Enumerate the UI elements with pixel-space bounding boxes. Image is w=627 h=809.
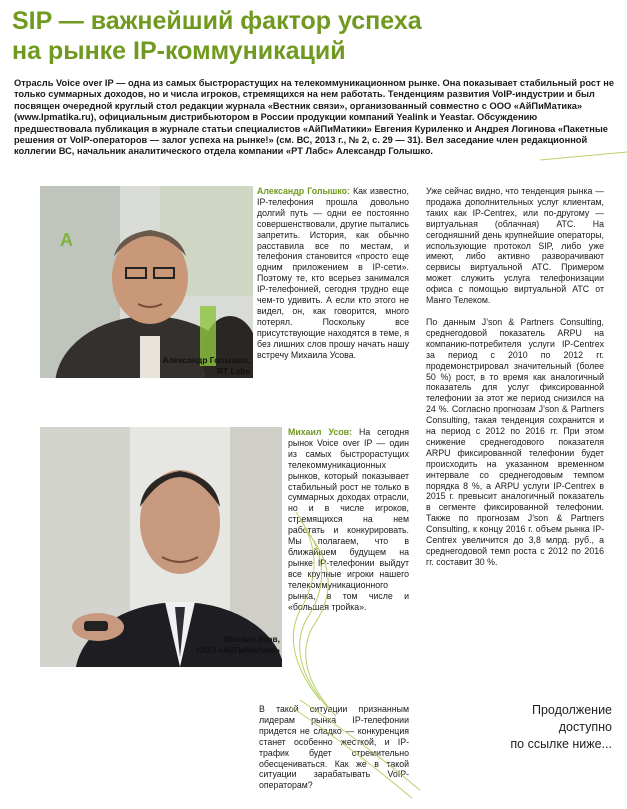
photo-speaker-1-image: [40, 186, 253, 378]
article-title-line1: SIP — важнейший фактор успеха: [12, 7, 422, 35]
col1-block1-paragraph: [257, 186, 409, 361]
col1-block1: [257, 186, 409, 361]
article-lead: Отрасль Voice over IP — одна из самых быстрорастущих на телекоммуникационном рынке. Она показывает стабильный рост не только суммарных доходов, но и числа игроков, стремящихся на нем работать. Тенденциям развития VoIP-индустрии и был посвящен очередной круглый стол редакции журнала «Вестник связи», организованный совместно с ООО «АйПиМатика» (www.Ipmatika.ru), официальным дистрибьютором в России продукции компаний Yealink и Yeastar. Обсуждению предшествовала публикация в журнале статьи специалистов «АйПиМатики» Евгения Куриленко и Андрея Логинова «Пакетные решения от VoIP-операторов — залог успеха на рынке!» (см. ВС, 2013 г., № 2, с. 29 — 31). Вел заседание член редакционной коллегии ВС, начальник аналитического отдела компании «РТ Лабс» Александр Голышко.: [14, 78, 614, 157]
photo-speaker-2: [40, 427, 282, 667]
col2-paragraph-2: По данным J’son & Partners Consulting, среднегодовой показатель ARPU на компанию-потребителя услуги IP-Centrex за период с 2010 по 2012 гг. продемонстрировал значительный (более 50 %) рост, в то время как аналогичный показатель для услуг фиксированной телефонии за этот же период снизился на 24 %. Согласно прогнозам J’son & Partners Consulting, такая тенденция сохранится и на период с 2012 по 2016 гг. При этом снижение среднегодового показателя ARPU фиксированной телефонии будет происходить на указанном временном интервале со среднегодовым темпом порядка 8 %, а ARPU услуги IP-Centrex в 2015 г. превысит аналогичный показатель в сегменте фиксированной телефонии. Также по прогнозам J’son & Partners Consulting, к концу 2016 г. объем рынка IP-Centrex увеличится до 3,8 млрд. руб., а среднегодовой темп роста с 2012 по 2016 гг. составит 30 %.: [426, 316, 604, 567]
col1-block3-paragraph: В такой ситуации признанным лидерам рынка IP-телефонии придется не сладко — конкуренция станет особенно жесткой, и IP-трафик будет стремительно обесцениваться. Как же в такой ситуации зарабатывать VoIP-операторам?: [259, 704, 409, 791]
col1-block2-text: На сегодня рынок Voice over IP — один из самых быстрорастущих телекоммуникационных рынков, который показывает стабильный рост не только в суммарных доходах отрасли, но и в числе игроков, стремящихся на нем работать и конкурировать. Мы полагаем, что в ближайшем будущем на рынке IP-телефонии выйдут все крупные игроки нашего телекоммуникационного рынка, в том числе и «большая тройка».: [288, 427, 409, 612]
continuation-note-line3: по ссылке ниже...: [510, 737, 612, 751]
speaker-name-golyshko: Александр Голышко:: [257, 186, 350, 196]
photo-speaker-1-caption-name: Александр Голышко,: [162, 355, 250, 365]
speaker-name-usov: Михаил Усов:: [288, 427, 353, 437]
article-title-line2: на рынке IP-коммуникаций: [12, 37, 346, 65]
col1-block2-paragraph: [288, 427, 409, 612]
col2-paragraph-1: Уже сейчас видно, что тенденция рынка — продажа дополнительных услуг клиентам, таких как IP-Centrex, или по-другому — виртуальная (облачная) АТС. На сегодняшний день крупнейшие операторы, использующие протокол SIP, либо уже имеют, либо активно разворачивают сервисы виртуальной АТС. Примером может служить услуга телефонизации офиса с помощью виртуальной АТС от Манго Телеком.: [426, 186, 604, 306]
article-title: [12, 6, 612, 66]
photo-speaker-1-caption: [110, 355, 250, 377]
photo-speaker-2-image: [40, 427, 282, 667]
photo-speaker-2-caption-company: ООО «АйПиМатика»: [196, 645, 280, 655]
photo-speaker-1: [40, 186, 253, 378]
svg-text:A: A: [60, 230, 73, 250]
col1-block2: [288, 427, 409, 612]
continuation-note: [452, 702, 612, 753]
col2: [426, 186, 604, 568]
col1-block1-text: Как известно, IP-телефония прошла довольно долгий путь — одни ее постоянно совершенствовали, другие пытались запретить. История, как обычно расставила все по местам, и телефония становится «просто еще одним приложением в IP-сети». Поэтому те, кто всерьез занимался IP-телефонией, сегодня трудно еще чем-то удивить. А если кто этого не видел, он, как говорится, много потерял. Поскольку все присутствующие находятся в теме, я без лишних слов прошу начать нашу встречу Михаила Усова.: [257, 186, 409, 360]
continuation-note-line1: Продолжение: [531, 703, 612, 717]
photo-speaker-2-caption-name: Михаил Усов,: [223, 634, 280, 644]
col1-block3: [259, 704, 409, 791]
continuation-note-line2: доступно: [558, 720, 612, 734]
photo-speaker-1-caption-company: RT Labs: [216, 366, 250, 376]
photo-speaker-2-caption: [120, 634, 280, 656]
